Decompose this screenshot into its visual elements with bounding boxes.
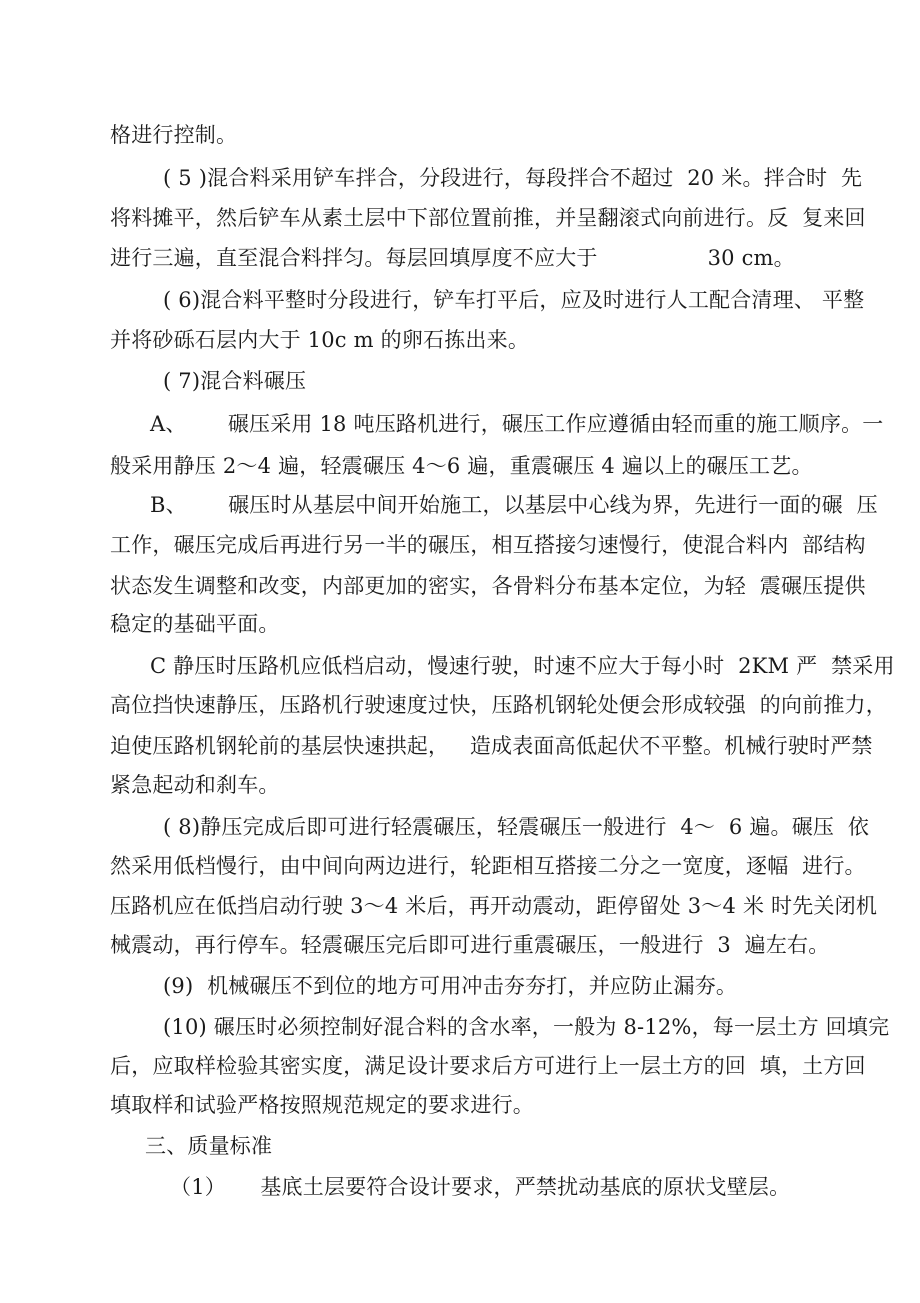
text-line: 紧急起动和刹车。	[110, 773, 280, 797]
text-line: 压路机应在低挡启动行驶 3～4 米后，再开动震动，距停留处 3～4 米 时先关闭机	[110, 894, 878, 918]
text-line: 后，应取样检验其密实度，满足设计要求后方可进行上一层土方的回 填，土方回	[110, 1054, 866, 1078]
text-line: 格进行控制。	[110, 123, 238, 147]
text-line: 般采用静压 2～4 遍，轻震碾压 4～6 遍，重震碾压 4 遍以上的碾压工艺。	[110, 454, 813, 478]
text-line: 进行三遍，直至混合料拌匀。每层回填厚度不应大于 30 cm。	[110, 246, 795, 270]
text-line: (10) 碾压时必须控制好混合料的含水率，一般为 8-12%，每一层土方 回填完	[163, 1015, 890, 1039]
text-line: ( 8)静压完成后即可进行轻震碾压，轻震碾压一般进行 4～ 6 遍。碾压 依	[163, 815, 870, 839]
text-line: 高位挡快速静压，压路机行驶速度过快，压路机钢轮处便会形成较强 的向前推力，	[110, 693, 887, 717]
text-line: 械震动，再行停车。轻震碾压完后即可进行重震碾压，一般进行 3 遍左右。	[110, 933, 830, 957]
text-line: 将料摊平，然后铲车从素土层中下部位置前推，并呈翻滚式向前进行。反 复来回	[110, 206, 866, 230]
text-line: B、 碾压时从基层中间开始施工，以基层中心线为界，先进行一面的碾 压	[150, 493, 878, 517]
text-line: 迫使压路机钢轮前的基层快速拱起， 造成表面高低起伏不平整。机械行驶时严禁	[110, 734, 873, 758]
text-line: 工作，碾压完成后再进行另一半的碾压，相互搭接匀速慢行，使混合料内 部结构	[110, 533, 866, 557]
text-line: A、 碾压采用 18 吨压路机进行，碾压工作应遵循由轻而重的施工顺序。一	[150, 412, 884, 436]
text-line: (9) 机械碾压不到位的地方可用冲击夯夯打，并应防止漏夯。	[163, 974, 738, 998]
text-line: 稳定的基础平面。	[110, 612, 280, 636]
text-line: ( 5 )混合料采用铲车拌合，分段进行，每段拌合不超过 20 米。拌合时 先	[163, 166, 863, 190]
section-heading: 三、质量标准	[145, 1134, 273, 1158]
text-line: （1） 基底土层要符合设计要求，严禁扰动基底的原状戈壁层。	[170, 1175, 791, 1199]
text-line: 并将砂砾石层内大于 10c m 的卵石拣出来。	[110, 328, 530, 352]
text-line: 状态发生调整和改变，内部更加的密实，各骨料分布基本定位，为轻 震碾压提供	[110, 574, 866, 598]
text-line: ( 7)混合料碾压	[163, 369, 307, 393]
text-line: 然采用低档慢行，由中间向两边进行，轮距相互搭接二分之一宽度，逐幅 进行。	[110, 854, 866, 878]
text-line: 填取样和试验严格按照规范规定的要求进行。	[110, 1093, 534, 1117]
text-line: C 静压时压路机应低档启动，慢速行驶，时速不应大于每小时 2KM 严 禁采用	[150, 654, 895, 678]
text-line: ( 6)混合料平整时分段进行，铲车打平后，应及时进行人工配合清理、 平整	[163, 288, 865, 312]
